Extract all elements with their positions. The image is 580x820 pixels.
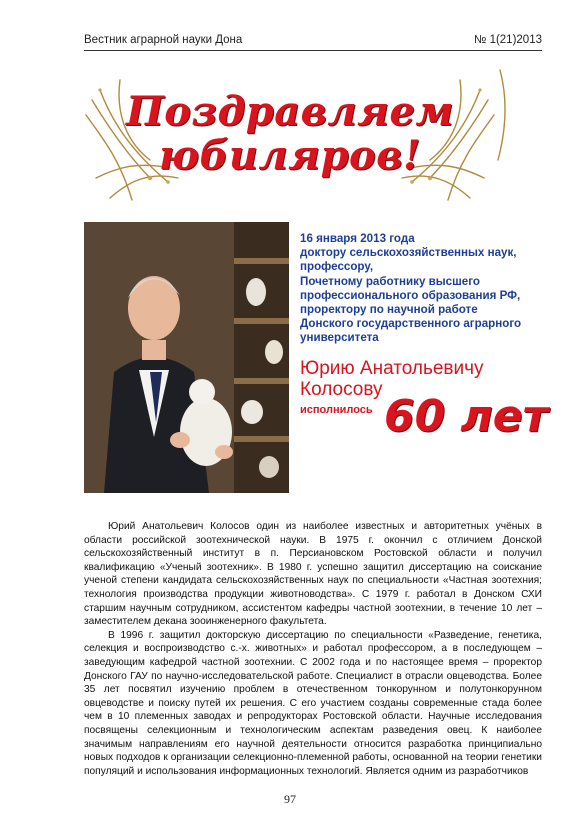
- header-rule: [84, 50, 542, 51]
- dedication-line: профессору,: [300, 260, 374, 274]
- honoree-name-line-2: Колосову: [300, 379, 383, 400]
- journal-title: Вестник аграрной науки Дона: [84, 34, 243, 46]
- dedication-line: 16 января 2013 года: [300, 232, 415, 245]
- dedication-line: доктору сельскохозяйственных наук,: [300, 246, 517, 260]
- paragraph: Юрий Анатольевич Колосов один из наиболее известных и авторитетных учёных в области российской зоотехнической науки. В 1975 г. окончил с отличием Донской сельскохозяйственный институт в п. Персиановском Ростовской области и получил квалификацию «Ученый зоотехник». В 1980 г. успешно защитил диссертацию на соискание ученой степени кандидата сельскохозяйственных наук по специальности «Частная зоотехния; технология производства продукции животноводства». С 1979 г. работал в Донском СХИ старшим научным сотрудником, ассистентом кафедры частной зоотехнии, в течение 10 лет – заместителем декана зооинженерного факультета.: [84, 521, 542, 628]
- dedication-line: проректору по научной работе: [300, 303, 478, 317]
- paragraph: В 1996 г. защитил докторскую диссертацию по специальности «Разведение, генетика, селекция и воспроизводство с.-х. животных» и работал профессором, а в последующем – заведующим кафедрой частной зоотехнии. С 2002 года и по настоящее время – проректор Донского ГАУ по научно-исследовательской работе. Специалист в отрасли овцеводства. Более 35 лет посвятил изучению проблем в отечественном тонкорунном и полутонкорунном овцеводстве и поиску путей их решения. С его участием созданы современные стада более чем в 10 племенных заводах и репродукторах Ростовской области. Научные исследования посвящены селекционным и технологическим аспектам разведения овец. К наиболее значимым направлениям его научной деятельности относится разработка принципиально новых подходов к организации селекционно-племенной работы, основанной на теории генетики популяций и использования информационных технологий. Является одним из разработчиков: [84, 629, 542, 777]
- dedication-text: [300, 232, 530, 346]
- portrait-photo: [84, 222, 289, 493]
- turned-label: исполнилось: [300, 404, 373, 416]
- dedication-line: профессионального образования РФ,: [300, 288, 521, 302]
- issue-number: № 1(21)2013: [474, 34, 542, 46]
- banner-line-2: юбиляров!: [158, 132, 422, 179]
- running-header: [84, 34, 542, 50]
- age-heading: 60 лет: [384, 391, 549, 442]
- dedication-line: Почетному работнику высшего: [300, 274, 480, 288]
- page-number: 97: [284, 792, 296, 806]
- congratulations-banner: [0, 90, 580, 178]
- dedication-line: университета: [300, 331, 379, 345]
- banner-line-1: Поздравляем: [125, 88, 455, 135]
- honoree-name-line-1: Юрию Анатольевичу: [300, 358, 484, 379]
- article-body: [84, 520, 542, 778]
- dedication-line: Донского государственного аграрного: [300, 317, 522, 331]
